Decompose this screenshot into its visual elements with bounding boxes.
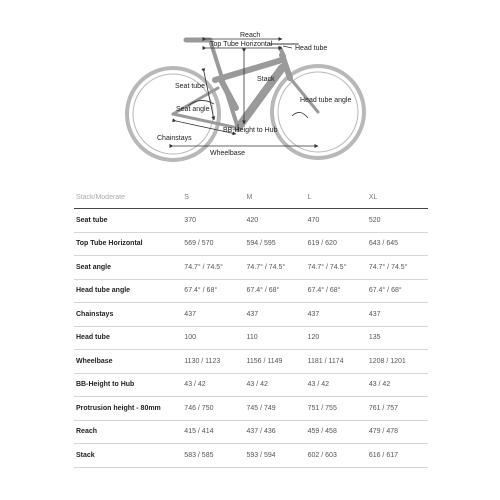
table-row (74, 444, 428, 468)
table-cell: 43 / 42 (182, 373, 244, 397)
table-cell: 569 / 570 (182, 232, 244, 256)
table-cell: 370 (182, 209, 244, 233)
row-label: Head tube angle (74, 279, 182, 303)
label-reach: Reach (240, 32, 261, 39)
row-label: Wheelbase (74, 350, 182, 374)
table-cell: 67.4° / 68° (367, 279, 428, 303)
label-top-tube-horizontal: Top Tube Horizontal (210, 41, 273, 48)
table-cell: 583 / 585 (182, 444, 244, 468)
table-row (74, 326, 428, 350)
table-cell: 1181 / 1174 (306, 350, 367, 374)
table-row (74, 279, 428, 303)
table-cell: 1156 / 1149 (244, 350, 305, 374)
row-label: BB-Height to Hub (74, 373, 182, 397)
row-label: Stack (74, 444, 182, 468)
table-cell: 761 / 757 (367, 397, 428, 421)
size-header: S (182, 187, 244, 209)
head-tube-pointer (283, 46, 292, 48)
table-cell: 135 (367, 326, 428, 350)
label-head-tube-angle: Head tube angle (300, 97, 352, 104)
label-head-tube: Head tube (295, 45, 328, 52)
table-cell: 470 (306, 209, 367, 233)
row-label: Chainstays (74, 303, 182, 327)
table-cell: 43 / 42 (367, 373, 428, 397)
label-seat-angle: Seat angle (176, 106, 210, 113)
table-cell: 594 / 595 (244, 232, 305, 256)
row-label: Seat angle (74, 256, 182, 280)
label-chainstays: Chainstays (157, 135, 192, 142)
table-cell: 1130 / 1123 (182, 350, 244, 374)
table-row (74, 303, 428, 327)
label-seat-tube: Seat tube (175, 83, 205, 90)
row-label: Top Tube Horizontal (74, 232, 182, 256)
table-cell: 602 / 603 (306, 444, 367, 468)
table-cell: 110 (244, 326, 305, 350)
table-cell: 43 / 42 (306, 373, 367, 397)
size-header: XL (367, 187, 428, 209)
table-cell: 593 / 594 (244, 444, 305, 468)
table-cell: 67.4° / 68° (182, 279, 244, 303)
table-cell: 616 / 617 (367, 444, 428, 468)
table-cell: 437 (367, 303, 428, 327)
table-cell: 74.7° / 74.5° (182, 256, 244, 280)
label-stack: Stack (257, 76, 275, 83)
table-cell: 67.4° / 68° (244, 279, 305, 303)
table-cell: 1208 / 1201 (367, 350, 428, 374)
table-cell: 74.7° / 74.5° (367, 256, 428, 280)
table-cell: 415 / 414 (182, 420, 244, 444)
geometry-table (74, 187, 428, 468)
table-row (74, 373, 428, 397)
table-cell: 746 / 750 (182, 397, 244, 421)
table-cell: 43 / 42 (244, 373, 305, 397)
table-cell: 74.7° / 74.5° (244, 256, 305, 280)
table-cell: 120 (306, 326, 367, 350)
table-cell: 437 (244, 303, 305, 327)
bike-geometry-diagram (0, 0, 500, 175)
table-cell: 479 / 478 (367, 420, 428, 444)
row-label: Head tube (74, 326, 182, 350)
table-cell: 67.4° / 68° (306, 279, 367, 303)
table-cell: 520 (367, 209, 428, 233)
row-label: Reach (74, 420, 182, 444)
table-header-row (74, 187, 428, 209)
table-cell: 437 / 436 (244, 420, 305, 444)
row-label: Seat tube (74, 209, 182, 233)
table-cell: 643 / 645 (367, 232, 428, 256)
table-cell: 437 (306, 303, 367, 327)
table-cell: 437 (182, 303, 244, 327)
table-row (74, 209, 428, 233)
table-cell: 459 / 458 (306, 420, 367, 444)
label-bb-height: BB-Height to Hub (223, 127, 278, 134)
table-cell: 745 / 749 (244, 397, 305, 421)
head-angle-arc (292, 112, 308, 118)
table-row (74, 420, 428, 444)
table-cell: 619 / 620 (306, 232, 367, 256)
table-cell: 751 / 755 (306, 397, 367, 421)
table-cell: 100 (182, 326, 244, 350)
table-row (74, 350, 428, 374)
table-cell: 74.7° / 74.5° (306, 256, 367, 280)
table-row (74, 256, 428, 280)
table-row (74, 397, 428, 421)
row-label: Protrusion height - 80mm (74, 397, 182, 421)
table-cell: 420 (244, 209, 305, 233)
size-header: L (306, 187, 367, 209)
label-wheelbase: Wheelbase (210, 150, 246, 157)
table-row (74, 232, 428, 256)
table-corner-label: Stack/Moderate (74, 187, 182, 209)
size-header: M (244, 187, 305, 209)
